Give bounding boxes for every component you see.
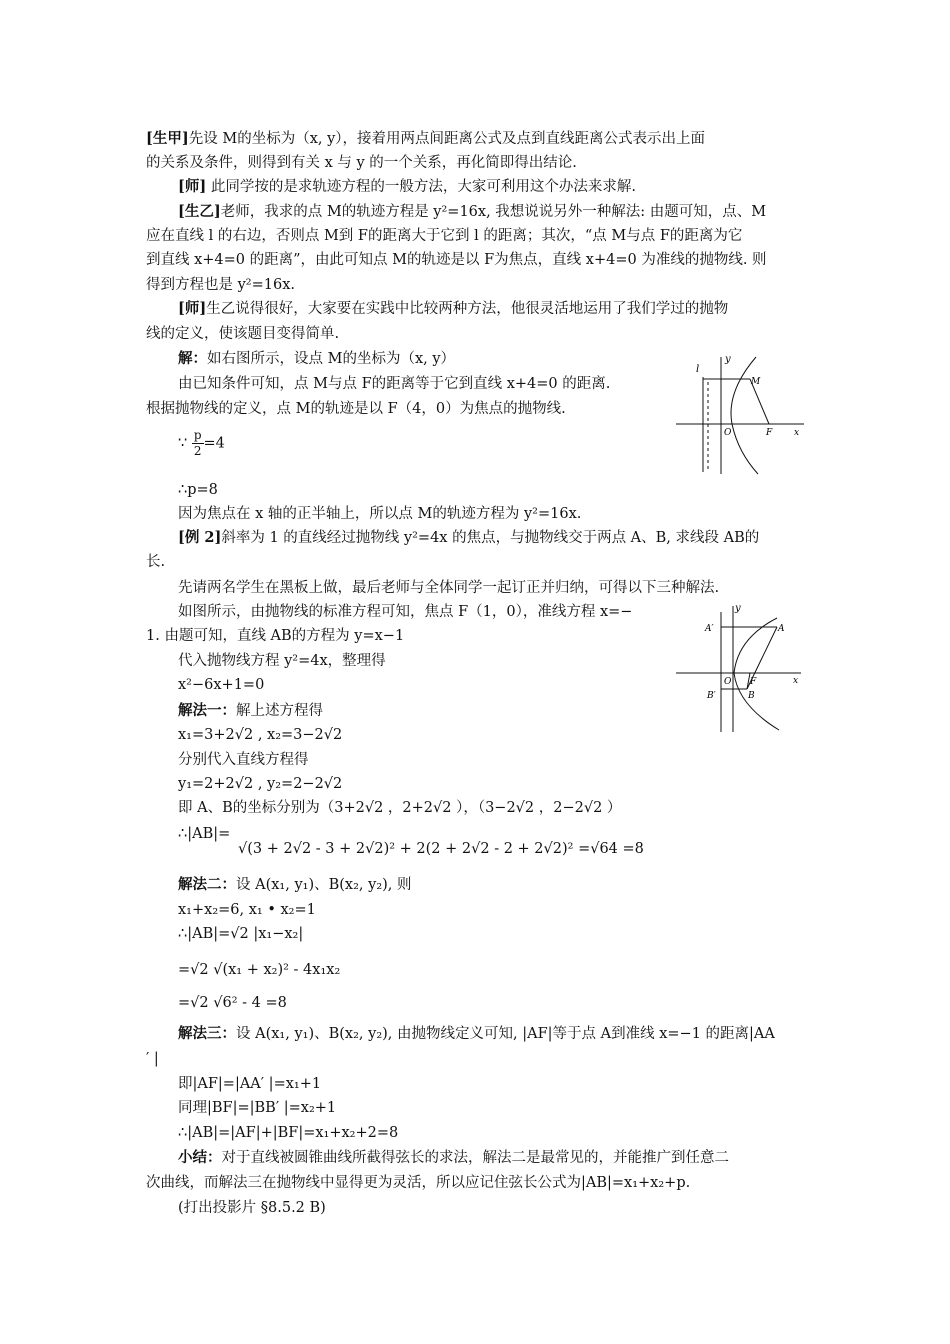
text-line — [178, 350, 455, 368]
line-text: ′ | — [146, 1051, 159, 1067]
parabola-curve — [731, 357, 758, 474]
text-line — [178, 1149, 729, 1167]
line-text: 斜率为 1 的直线经过抛物线 y²=4x 的焦点，与抛物线交于两点 A、B, 求线段 AB的 — [221, 530, 760, 546]
text-line — [178, 652, 386, 670]
line-text: 1. 由题可知，直线 AB的方程为 y=x−1 — [146, 628, 405, 644]
label-O: O — [724, 677, 732, 687]
text-line — [146, 553, 165, 571]
text-line — [146, 325, 339, 343]
line-heading: 小结： — [178, 1149, 222, 1166]
text-line — [178, 481, 218, 499]
text-line — [178, 1099, 336, 1117]
line-text: 如右图所示，设点 M的坐标为（x, y） — [207, 351, 456, 367]
text-line — [178, 529, 759, 547]
text-line — [178, 178, 636, 196]
line-heading: 解法一： — [178, 702, 236, 719]
line-text: √(3 + 2√2 - 3 + 2√2)² + 2(2 + 2√2 - 2 + 2√2)² =√64 =8 — [238, 841, 644, 857]
text-line — [146, 276, 295, 294]
text-line — [238, 840, 644, 858]
line-text: 因为焦点在 x 轴的正半轴上，所以点 M的轨迹方程为 y²=16x. — [178, 506, 582, 522]
line-text: ∴|AB|=√2 |x₁−x₂| — [178, 926, 304, 942]
text-line — [178, 505, 581, 523]
line-text: 次曲线，而解法三在抛物线中显得更为灵活，所以应记住弦长公式为|AB|=x₁+x₂+p. — [146, 1175, 691, 1191]
line-text: 即|AF|=|AA′ |=x₁+1 — [178, 1076, 322, 1092]
line-text: 代入抛物线方程 y²=4x，整理得 — [178, 653, 386, 669]
line-text: ∴|AB|= — [178, 826, 231, 842]
label-x: x — [794, 428, 800, 438]
line-text: (打出投影片 §8.5.2 B) — [178, 1200, 326, 1216]
text-line — [178, 961, 340, 979]
line-text: x₁+x₂=6, x₁ • x₂=1 — [178, 902, 316, 918]
text-line — [146, 130, 705, 148]
line-heading: 解法三： — [178, 1025, 236, 1042]
line-text: 设 A(x₁, y₁)、B(x₂, y₂), 则 — [236, 877, 412, 893]
line-text: 此同学按的是求轨迹方程的一般方法，大家可利用这个办法来求解. — [206, 179, 636, 195]
line-text: 长. — [146, 554, 166, 570]
fraction-denominator: 2 — [193, 444, 202, 458]
label-B-prime: B′ — [707, 691, 716, 701]
text-line — [146, 227, 742, 245]
figure-parabola-2 — [676, 600, 811, 735]
text-line — [178, 300, 728, 318]
text-line — [178, 579, 719, 597]
label-O: O — [724, 428, 732, 438]
text-line — [178, 876, 412, 894]
line-text: ∴|AB|=|AF|+|BF|=x₁+x₂+2=8 — [178, 1125, 399, 1141]
line-text: 由已知条件可知，点 M与点 F的距离等于它到直线 x+4=0 的距离. — [178, 376, 611, 392]
label-y: y — [735, 603, 741, 614]
figure-parabola-1 — [676, 352, 811, 477]
line-text: 根据抛物线的定义，点 M的轨迹是以 F（4，0）为焦点的抛物线. — [146, 401, 566, 417]
label-B: B — [748, 691, 755, 701]
text-line — [178, 925, 303, 943]
text-line — [178, 375, 610, 393]
line-heading: 解： — [178, 350, 207, 367]
line-text: 如图所示，由抛物线的标准方程可知，焦点 F（1，0），准线方程 x=− — [178, 604, 633, 620]
text-line — [178, 825, 230, 843]
label-F: F — [750, 677, 757, 687]
text-line — [178, 799, 621, 817]
line-text: 即 A、B的坐标分别为（3+2√2 ，2+2√2 ），（3−2√2 ，2−2√2 ） — [178, 800, 622, 816]
label-x: x — [793, 676, 799, 686]
text-line — [178, 203, 766, 221]
line-text: 对于直线被圆锥曲线所截得弦长的求法，解法二是最常见的，并能推广到任意二 — [221, 1150, 729, 1166]
p-over-2-fraction — [192, 428, 204, 459]
line-heading: [生乙] — [178, 203, 221, 220]
fraction-numerator: p — [193, 428, 202, 442]
text-line — [178, 702, 323, 720]
line-text: =√2 √6² - 4 =8 — [178, 995, 287, 1011]
label-y: y — [725, 354, 731, 365]
label-M: M — [751, 377, 761, 387]
text-line — [146, 627, 404, 645]
line-text: 应在直线 l 的右边，否则点 M到 F的距离大于它到 l 的距离；其次，“点 M与点 F的距离为它 — [146, 228, 743, 244]
line-text: 到直线 x+4=0 的距离”，由此可知点 M的轨迹是以 F为焦点，直线 x+4=0 为准线的抛物线. 则 — [146, 252, 767, 268]
line-heading: [例 2] — [178, 529, 222, 546]
text-line — [146, 154, 577, 172]
text-line — [178, 1124, 398, 1142]
line-heading: [师] — [178, 178, 207, 195]
text-line — [178, 1199, 326, 1217]
line-text: 先请两名学生在黑板上做，最后老师与全体同学一起订正并归纳，可得以下三种解法. — [178, 580, 720, 596]
line-text: 得到方程也是 y²=16x. — [146, 277, 295, 293]
because-symbol: ∵ — [178, 435, 188, 452]
text-line — [178, 1025, 775, 1043]
text-line — [178, 901, 316, 919]
line-text: 老师，我求的点 M的轨迹方程是 y²=16x, 我想说说另外一种解法: 由题可知，点、M — [220, 204, 767, 220]
line-heading: 解法二： — [178, 876, 236, 893]
line-heading: [生甲] — [146, 130, 189, 147]
text-line — [146, 251, 767, 269]
line-text: 同理|BF|=|BB′ |=x₂+1 — [178, 1100, 337, 1116]
text-line — [178, 994, 287, 1012]
line-text: 线的定义，使该题目变得简单. — [146, 326, 340, 342]
line-text: =√2 √(x₁ + x₂)² - 4x₁x₂ — [178, 962, 341, 978]
text-line — [146, 1050, 159, 1068]
line-text: x²−6x+1=0 — [178, 677, 265, 693]
line-text: y₁=2+2√2 , y₂=2−2√2 — [178, 776, 343, 792]
line-text: 先设 M的坐标为（x, y），接着用两点间距离公式及点到直线距离公式表示出上面 — [188, 131, 706, 147]
line-text: 的关系及条件，则得到有关 x 与 y 的一个关系，再化简即得出结论. — [146, 155, 577, 171]
line-text: x₁=3+2√2 , x₂=3−2√2 — [178, 727, 343, 743]
parabola-curve — [734, 618, 779, 730]
label-A: A — [778, 624, 785, 634]
line-text: 解上述方程得 — [236, 703, 323, 719]
text-line — [178, 775, 342, 793]
text-line — [178, 676, 264, 694]
line-text: 生乙说得很好，大家要在实践中比较两种方法，他很灵活地运用了我们学过的抛物 — [206, 301, 729, 317]
text-line — [146, 400, 566, 418]
label-A-prime: A′ — [705, 624, 714, 634]
because-line — [178, 428, 225, 459]
text-line — [146, 1174, 690, 1192]
line-heading: [师] — [178, 300, 207, 317]
text-line — [178, 603, 632, 621]
label-l: l — [696, 364, 700, 375]
text-line — [178, 1075, 321, 1093]
label-F: F — [766, 428, 773, 438]
line-text: 设 A(x₁, y₁)、B(x₂, y₂), 由抛物线定义可知, |AF|等于点 A到准线 x=−1 的距离|AA — [236, 1026, 775, 1042]
because-rest: =4 — [203, 435, 225, 452]
line-text: ∴p=8 — [178, 482, 218, 498]
text-line — [178, 751, 309, 769]
line-text: 分别代入直线方程得 — [178, 752, 309, 768]
text-line — [178, 726, 342, 744]
